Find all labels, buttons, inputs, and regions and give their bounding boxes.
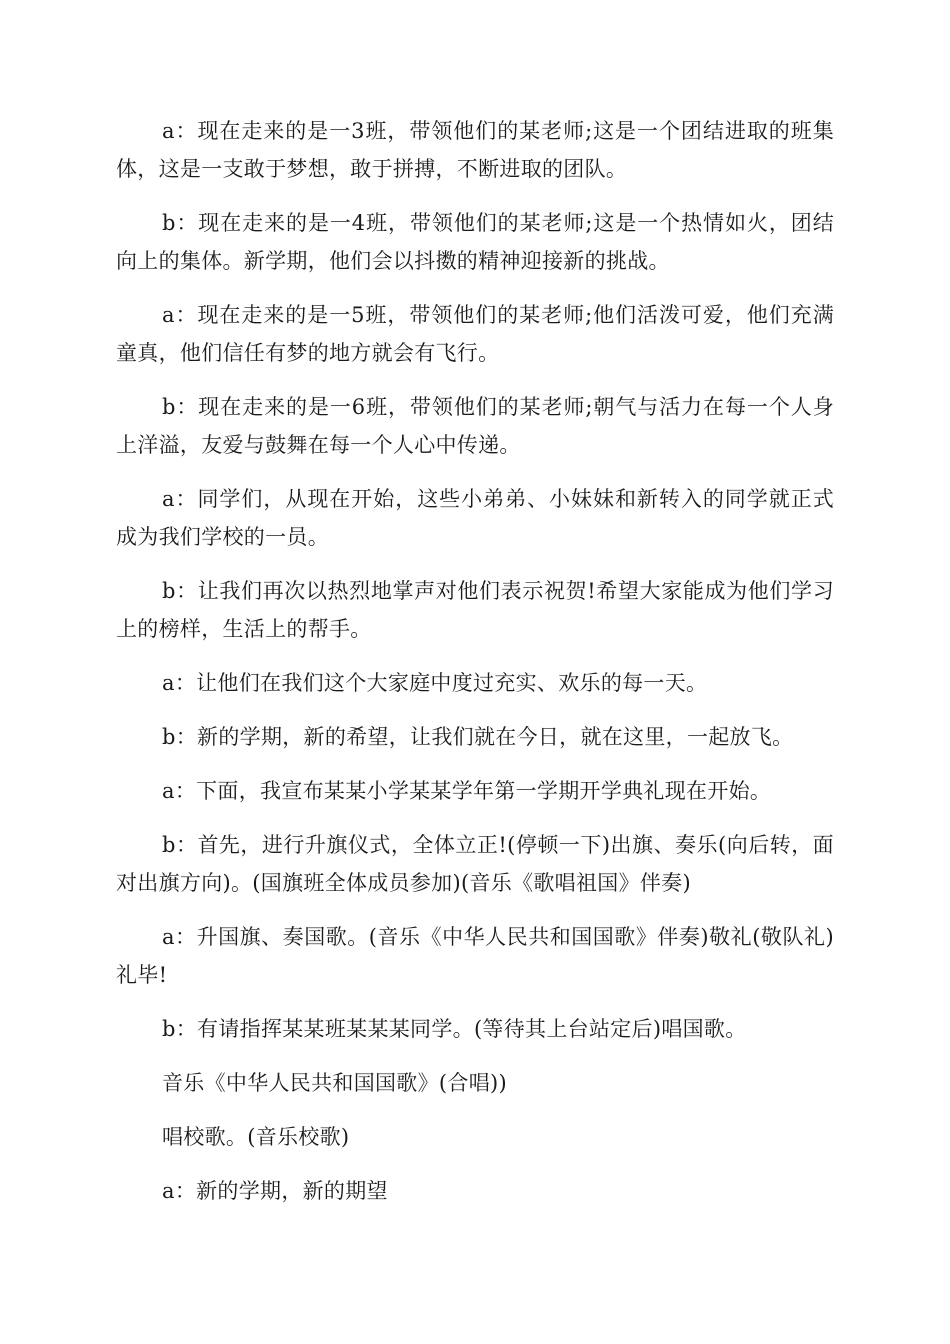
paragraph: a：让他们在我们这个大家庭中度过充实、欢乐的每一天。 [162,671,708,695]
paragraph: a：现在走来的是一5班，带领他们的某老师;他们活泼可爱，他们充满童真，他们信任有梦的地方就会有飞行。 [116,303,834,365]
paragraph: b：首先，进行升旗仪式，全体立正!(停顿一下)出旗、奏乐(向后转，面对出旗方向)。(国旗班全体成员参加)(音乐《歌唱祖国》伴奏) [116,833,834,895]
paragraph: 音乐《中华人民共和国国歌》(合唱)) [162,1071,507,1095]
paragraph: 唱校歌。(音乐校歌) [162,1125,350,1149]
document-body [116,112,834,1226]
paragraph: b：让我们再次以热烈地掌声对他们表示祝贺!希望大家能成为他们学习上的榜样，生活上的帮手。 [116,579,834,641]
paragraph: b：有请指挥某某班某某某同学。(等待其上台站定后)唱国歌。 [162,1017,747,1041]
paragraph: a：升国旗、奏国歌。(音乐《中华人民共和国国歌》伴奏)敬礼(敬队礼)礼毕! [116,925,834,987]
paragraph: a：同学们，从现在开始，这些小弟弟、小妹妹和新转入的同学就正式成为我们学校的一员。 [116,487,834,549]
paragraph: b：现在走来的是一6班，带领他们的某老师;朝气与活力在每一个人身上洋溢，友爱与鼓舞在每一个人心中传递。 [116,395,834,457]
paragraph: a：新的学期，新的期望 [162,1179,388,1203]
paragraph: b：新的学期，新的希望，让我们就在今日，就在这里，一起放飞。 [162,725,794,749]
paragraph: a：现在走来的是一3班，带领他们的某老师;这是一个团结进取的班集体，这是一支敢于梦想，敢于拼搏，不断进取的团队。 [116,119,834,181]
paragraph: a：下面，我宣布某某小学某某学年第一学期开学典礼现在开始。 [162,779,772,803]
paragraph: b：现在走来的是一4班，带领他们的某老师;这是一个热情如火，团结向上的集体。新学期，他们会以抖擞的精神迎接新的挑战。 [116,211,834,273]
